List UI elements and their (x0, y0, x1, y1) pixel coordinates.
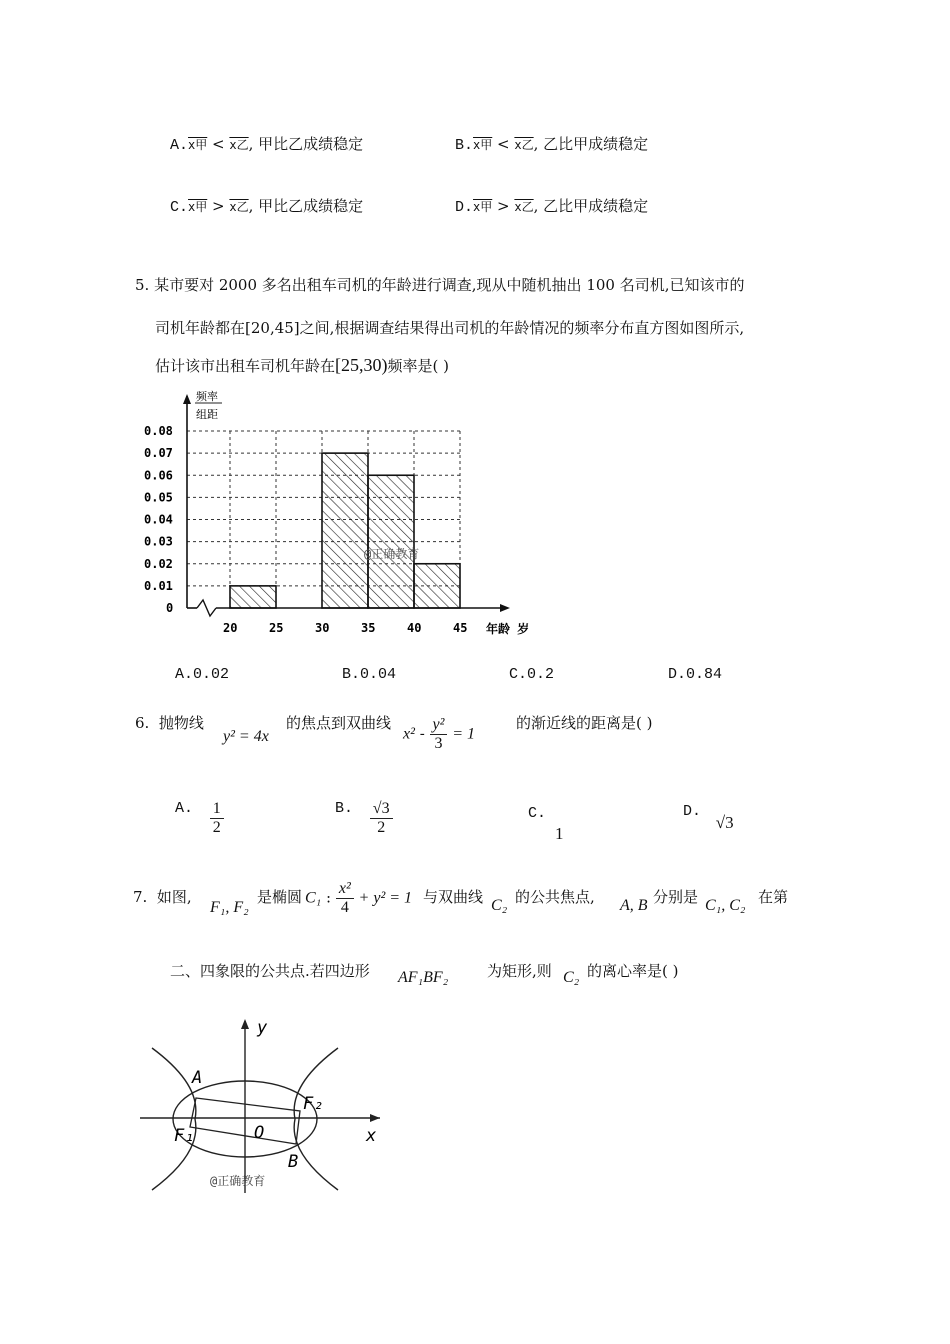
x-tick-label: 40 (407, 621, 422, 635)
y-tick-label: 0.02 (144, 556, 173, 571)
chart-watermark: @正确教育 (364, 547, 420, 561)
x-tick-label: 45 (453, 621, 468, 635)
q7-line2-mid: 为矩形,则 (487, 962, 552, 980)
y-tick-label: 0 (166, 601, 174, 615)
q6-option-c: C. 1 (528, 805, 564, 843)
q7-t4: 分别是 (653, 888, 699, 906)
q6-option-d: D. √3 (683, 803, 734, 832)
x-tick-label: 25 (269, 621, 284, 635)
x-tick-label: 30 (315, 621, 330, 635)
y-axis-arrow (183, 394, 191, 404)
q7-ellipse-eq: C₁ : $\frac{\text{x²}}{4}$ + y² = 1 (305, 880, 413, 916)
q7-t1: 是椭圆 (257, 888, 303, 906)
interval: [25,30) (335, 355, 388, 375)
bar-35-40 (368, 475, 414, 608)
axis-break (197, 600, 216, 616)
x-axis-label: x (366, 1126, 377, 1146)
q7-line2-pre: 二、四象限的公共点.若四边形 (170, 962, 370, 980)
q5-option-d: D.0.84 (668, 666, 723, 683)
point-b-label: B (288, 1152, 299, 1172)
q7-t2: 与双曲线 (423, 888, 484, 906)
y-tick-labels (144, 424, 173, 615)
x-axis-label: 年龄 岁 (486, 622, 530, 636)
q6-option-b: B. $\frac{√3}{2}$ (335, 800, 393, 837)
q5-option-a: A.0.02 (175, 666, 230, 683)
y-axis-label-bottom: 组距 (196, 408, 218, 421)
q6-post: 的渐近线的距离是( ) (516, 714, 653, 732)
q5-option-b: B.0.04 (342, 666, 397, 683)
q7-t3: 的公共焦点, (515, 888, 595, 906)
q6-option-a: A. $\frac{1}{2}$ (175, 800, 224, 837)
y-tick-label: 0.08 (144, 424, 173, 438)
q7-t5: 在第 (758, 888, 789, 906)
y-tick-label: 0.05 (144, 490, 173, 505)
q4-option-c: C.x甲 > x乙, 甲比乙成绩稳定 (170, 197, 364, 216)
bar-30-35 (322, 453, 368, 608)
histogram-chart (130, 388, 550, 640)
q6-stem: 6. 抛物线 (135, 714, 204, 732)
q7-stem: 7. 如图, (133, 888, 192, 906)
y-tick-label: 0.03 (144, 534, 173, 549)
x-tick-label: 20 (223, 621, 238, 635)
point-a-label: A (192, 1068, 203, 1088)
focus-f2-label: F₂ (303, 1094, 324, 1114)
q7-c2: C₂ (491, 897, 508, 914)
y-tick-label: 0.01 (144, 578, 173, 593)
focus-f1-label: F₁ (174, 1126, 195, 1146)
q4-option-d: D.x甲 > x乙, 乙比甲成绩稳定 (455, 197, 649, 216)
x-tick-labels (223, 621, 467, 635)
y-tick-label: 0.06 (144, 468, 173, 483)
q6-hyperbola: x² - $\frac{\text{y²}}{3}$ = 1 (403, 716, 476, 752)
y-axis-label: y (257, 1018, 268, 1038)
figure-watermark: @正确教育 (210, 1174, 266, 1188)
q5-option-c: C.0.2 (509, 666, 555, 683)
x-axis-arrow (500, 604, 510, 612)
y-tick-label: 0.07 (144, 446, 173, 461)
q6-parabola: y² = 4x (223, 728, 269, 745)
bar-20-25 (230, 586, 276, 608)
q7-c2c: C₂ (563, 969, 580, 986)
bars (230, 453, 460, 608)
y-axis-label-top: 频率 (196, 390, 218, 403)
q6-mid: 的焦点到双曲线 (286, 714, 392, 732)
origin-label: O (254, 1123, 265, 1143)
q4-option-a: A.x甲 < x乙, 甲比乙成绩稳定 (170, 135, 364, 154)
bar-40-45 (414, 564, 460, 608)
ellipse-hyperbola-figure (140, 1015, 400, 1195)
q5-line3: 估计该市出租车司机年龄在[25,30)频率是( ) (155, 355, 449, 375)
q7-foci: F₁, F₂ (210, 899, 249, 916)
q7-ab: A, B (620, 897, 648, 914)
q5-line1: 5. 某市要对 2000 多名出租车司机的年龄进行调查,现从中随机抽出 100 名司机,已知该市的 (135, 276, 745, 294)
q4-option-b: B.x甲 < x乙, 乙比甲成绩稳定 (455, 135, 649, 154)
q7-line2-post: 的离心率是( ) (587, 962, 679, 980)
q7-quad: AF₁BF₂ (398, 969, 449, 986)
x-tick-label: 35 (361, 621, 376, 635)
q5-line2: 司机年龄都在[20,45]之间,根据调查结果得出司机的年龄情况的频率分布直方图如图所示, (155, 319, 745, 337)
q7-c1b: C₁, C₂ (705, 897, 746, 914)
y-tick-label: 0.04 (144, 512, 173, 527)
